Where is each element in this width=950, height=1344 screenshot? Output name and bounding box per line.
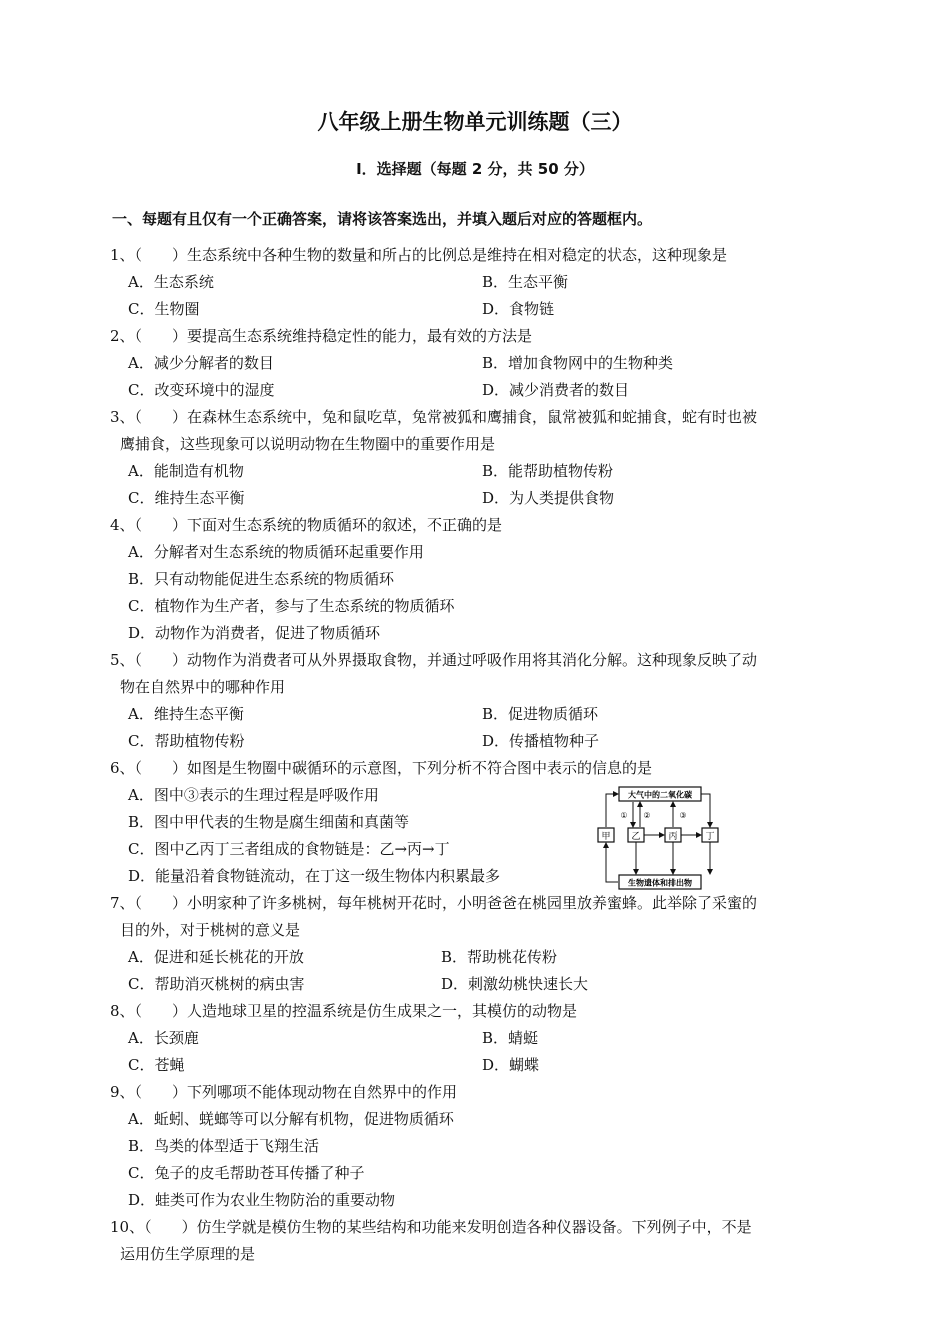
- question-1-option-d: D．食物链: [482, 300, 555, 318]
- question-1-option-b: B．生态平衡: [482, 273, 569, 291]
- question-2-stem: 2、（ ）要提高生态系统维持稳定性的能力，最有效的方法是: [110, 327, 533, 345]
- question-8-option-c: C．苍蝇: [128, 1056, 185, 1074]
- question-8-options-row-2: [0, 1052, 950, 1079]
- question-2-option-d: D．减少消费者的数目: [482, 381, 630, 399]
- question-2-options-row-1: [0, 350, 950, 377]
- question-5-options-row-1: [0, 701, 950, 728]
- question-10-stem-continued: 运用仿生学原理的是: [120, 1245, 256, 1263]
- question-5-option-d: D．传播植物种子: [482, 732, 600, 750]
- node-ding: 丁: [705, 832, 715, 842]
- question-3-option-d: D．为人类提供食物: [482, 489, 615, 507]
- question-2-option-a: A．减少分解者的数目: [128, 354, 274, 372]
- question-7-option-a: A．促进和延长桃花的开放: [128, 948, 304, 966]
- question-1-options-row-2: [0, 296, 950, 323]
- question-8-stem: 8、（ ）人造地球卫星的控温系统是仿生成果之一，其模仿的动物是: [110, 1002, 578, 1020]
- question-1-stem: 1、（ ）生态系统中各种生物的数量和所占的比例总是维持在相对稳定的状态，这种现象是: [110, 246, 728, 264]
- atmosphere-label: 大气中的二氧化碳: [628, 790, 692, 800]
- question-3-option-b: B．能帮助植物传粉: [482, 462, 614, 480]
- question-5-option-b: B．促进物质循环: [482, 705, 599, 723]
- question-1-option-a: A．生态系统: [128, 273, 214, 291]
- question-7-options-row-2: [0, 971, 950, 998]
- page-title: 八年级上册生物单元训练题（三）: [317, 110, 633, 134]
- question-10-stem: 10、（ ）仿生学就是模仿生物的某些结构和功能来发明创造各种仪器设备。下列例子中，不是: [110, 1218, 752, 1236]
- question-6-option-b: B．图中甲代表的生物是腐生细菌和真菌等: [128, 813, 410, 831]
- question-6-stem: 6、（ ）如图是生物圈中碳循环的示意图，下列分析不符合图中表示的信息的是: [110, 759, 653, 777]
- question-7-option-b: B．帮助桃花传粉: [441, 948, 558, 966]
- question-6-option-c: C．图中乙丙丁三者组成的食物链是：乙→丙→丁: [128, 840, 450, 858]
- node-jia: 甲: [601, 832, 611, 842]
- question-8-option-a: A．长颈鹿: [128, 1029, 199, 1047]
- question-3-option-a: A．能制造有机物: [128, 462, 244, 480]
- question-8-option-b: B．蜻蜓: [482, 1029, 539, 1047]
- question-4-option-d: D．动物作为消费者，促进了物质循环: [128, 624, 381, 642]
- question-5-options-row-2: [0, 728, 950, 755]
- node-yi: 乙: [631, 832, 641, 842]
- question-9-option-c: C．兔子的皮毛帮助苍耳传播了种子: [128, 1164, 365, 1182]
- question-5-option-a: A．维持生态平衡: [128, 705, 244, 723]
- question-7-stem: 7、（ ）小明家种了许多桃树，每年桃树开花时，小明爸爸在桃园里放养蜜蜂。此举除了采蜜的: [110, 894, 758, 912]
- question-5-option-c: C．帮助植物传粉: [128, 732, 245, 750]
- question-9-option-d: D．蛙类可作为农业生物防治的重要动物: [128, 1191, 396, 1209]
- question-5-stem: 5、（ ）动物作为消费者可从外界摄取食物，并通过呼吸作用将其消化分解。这种现象反映了动: [110, 651, 758, 669]
- question-9-option-b: B．鸟类的体型适于飞翔生活: [128, 1137, 320, 1155]
- remains-label: 生物遗体和排出物: [628, 878, 692, 888]
- question-7-option-c: C．帮助消灭桃树的病虫害: [128, 975, 305, 993]
- question-3-options-row-2: [0, 485, 950, 512]
- question-4-option-b: B．只有动物能促进生态系统的物质循环: [128, 570, 395, 588]
- question-3-options-row-1: [0, 458, 950, 485]
- question-4-stem: 4、（ ）下面对生态系统的物质循环的叙述，不正确的是: [110, 516, 503, 534]
- label-1: ①: [620, 811, 628, 820]
- question-7-options-row-1: [0, 944, 950, 971]
- carbon-cycle-diagram: [597, 786, 721, 890]
- question-4-option-a: A．分解者对生态系统的物质循环起重要作用: [128, 543, 424, 561]
- question-2-option-c: C．改变环境中的湿度: [128, 381, 275, 399]
- section-subtitle: Ⅰ．选择题（每题 2 分，共 50 分）: [356, 160, 594, 178]
- question-2-option-b: B．增加食物网中的生物种类: [482, 354, 674, 372]
- question-1-options-row-1: [0, 269, 950, 296]
- question-4-option-c: C．植物作为生产者，参与了生态系统的物质循环: [128, 597, 455, 615]
- question-7-option-d: D．刺激幼桃快速长大: [441, 975, 589, 993]
- section-instruction: 一、每题有且仅有一个正确答案，请将该答案选出，并填入题后对应的答题框内。: [112, 210, 653, 228]
- question-2-options-row-2: [0, 377, 950, 404]
- question-9-stem: 9、（ ）下列哪项不能体现动物在自然界中的作用: [110, 1083, 458, 1101]
- question-6-option-a: A．图中③表示的生理过程是呼吸作用: [128, 786, 379, 804]
- label-2: ②: [643, 811, 651, 820]
- question-3-stem-continued: 鹰捕食，这些现象可以说明动物在生物圈中的重要作用是: [120, 435, 496, 453]
- question-1-option-c: C．生物圈: [128, 300, 200, 318]
- diagram-arrows: [606, 794, 710, 882]
- question-7-stem-continued: 目的外，对于桃树的意义是: [120, 921, 301, 939]
- question-6-option-d: D．能量沿着食物链流动，在丁这一级生物体内积累最多: [128, 867, 501, 885]
- question-list: [0, 242, 950, 1268]
- question-3-option-c: C．维持生态平衡: [128, 489, 245, 507]
- question-9-option-a: A．蚯蚓、蜣螂等可以分解有机物，促进物质循环: [128, 1110, 454, 1128]
- question-8-option-d: D．蝴蝶: [482, 1056, 540, 1074]
- question-3-stem: 3、（ ）在森林生态系统中，兔和鼠吃草，兔常被狐和鹰捕食，鼠常被狐和蛇捕食，蛇有时也被: [110, 408, 758, 426]
- question-5-stem-continued: 物在自然界中的哪种作用: [120, 678, 286, 696]
- label-3: ③: [679, 811, 687, 820]
- question-8-options-row-1: [0, 1025, 950, 1052]
- node-bing: 丙: [668, 832, 678, 842]
